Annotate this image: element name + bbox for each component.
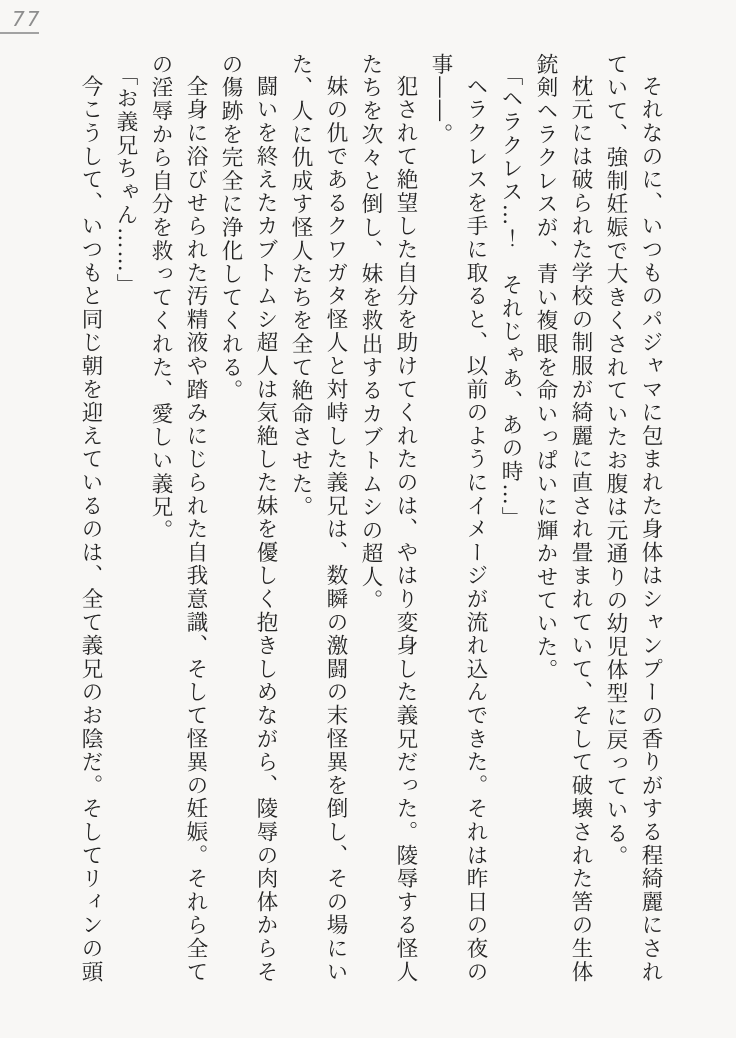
paragraph: 全身に浴びせられた汚精液や踏みにじられた自我意識、そして怪異の妊娠。それら全ての淫辱から自分を救ってくれた、愛しい義兄。 (148, 53, 208, 984)
page-body-text (74, 53, 668, 985)
paragraph-dialogue: 「ヘラクレス…！ それじゃあ、あの時…」 (498, 63, 523, 530)
page-number: 77 (12, 7, 42, 31)
paragraph: 今こうして、いつもと同じ朝を迎えているのは、全て義兄のお陰だ。そしてリィンの頭 (78, 74, 103, 984)
paragraph: ヘラクレスを手に取ると、以前のようにイメージが流れ込んできた。それは昨日の夜の事――。 (428, 53, 488, 984)
paragraph-dialogue: 「お義兄ちゃん……」 (113, 63, 138, 297)
paragraph: 妹の仇であるクワガタ怪人と対峙した義兄は、数瞬の激闘の末怪異を倒し、その場にいた、人に仇成す怪人たちを全て絶命させた。 (288, 53, 348, 984)
paragraph: それなのに、いつものパジャマに包まれた身体はシャンプーの香りがする程綺麗にされていて、強制妊娠で大きくされていたお腹は元通りの幼児体型に戻っている。 (603, 53, 663, 984)
paragraph: 闘いを終えたカブトムシ超人は気絶した妹を優しく抱きしめながら、陵辱の肉体からその傷跡を完全に浄化してくれる。 (218, 53, 278, 984)
paragraph: 犯されて絶望した自分を助けてくれたのは、やはり変身した義兄だった。陵辱する怪人たちを次々と倒し、妹を救出するカブトムシの超人。 (358, 53, 418, 984)
paragraph: 枕元には破られた学校の制服が綺麗に直され畳まれていて、そして破壊された筈の生体銃剣ヘラクレスが、青い複眼を命いっぱいに輝かせていた。 (533, 53, 593, 984)
page-number-rule (0, 32, 39, 34)
